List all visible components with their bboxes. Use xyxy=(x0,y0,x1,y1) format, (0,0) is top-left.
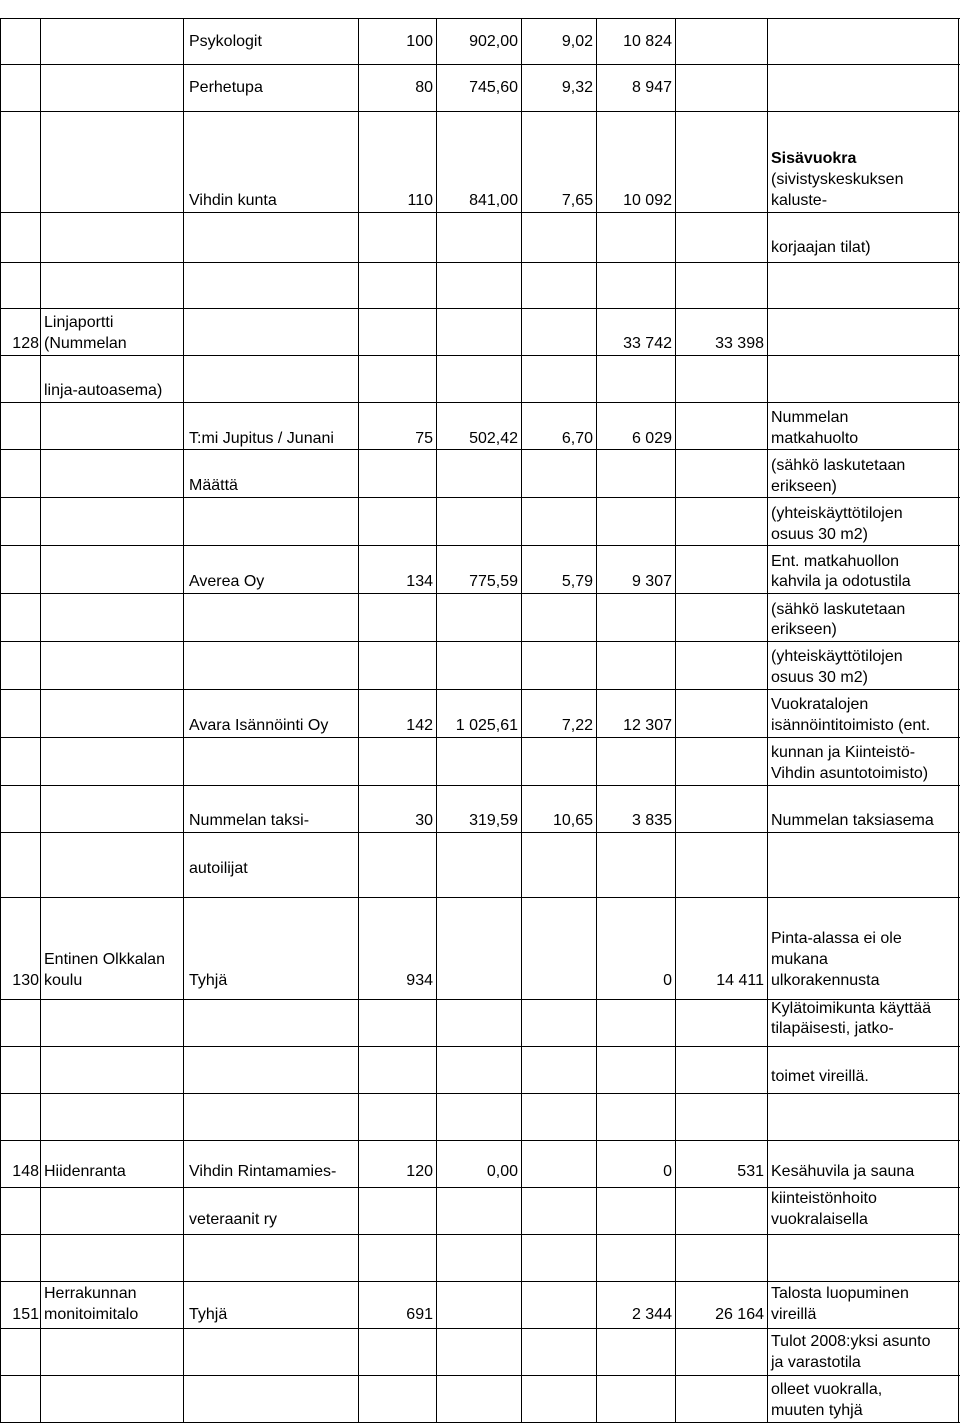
annual-cell: 12 307 xyxy=(623,717,672,734)
note-cell: erikseen) xyxy=(771,621,837,638)
value-cell: 14 411 xyxy=(716,972,764,989)
row-divider xyxy=(0,593,960,594)
column-divider xyxy=(675,18,676,1423)
price-cell: 9,02 xyxy=(561,33,593,50)
row-divider xyxy=(0,449,960,450)
tenant-cell: Vihdin kunta xyxy=(189,192,277,209)
number-cell: 151 xyxy=(12,1306,39,1323)
area-cell: 30 xyxy=(415,812,433,829)
price-cell: 7,22 xyxy=(561,717,593,734)
row-divider xyxy=(0,111,960,112)
tenant-cell: Tyhjä xyxy=(189,972,228,989)
note-cell: ulkorakennusta xyxy=(771,972,880,989)
area-cell: 110 xyxy=(407,192,433,209)
property-cell: Herrakunnan xyxy=(44,1285,137,1302)
area-cell: 80 xyxy=(415,79,433,96)
tenant-cell: autoilijat xyxy=(189,860,248,877)
tenant-cell: veteraanit ry xyxy=(189,1211,278,1228)
note-cell: Pinta-alassa ei ole xyxy=(771,930,902,947)
note-cell: kunnan ja Kiinteistö- xyxy=(771,744,916,761)
annual-cell: 8 947 xyxy=(631,79,672,96)
annual-cell: 3 835 xyxy=(631,812,672,829)
row-divider xyxy=(0,64,960,65)
column-divider xyxy=(958,18,959,1423)
note-cell: osuus 30 m2) xyxy=(771,669,868,686)
tenant-cell: Avara Isännöinti Oy xyxy=(189,717,329,734)
area-cell: 75 xyxy=(415,430,433,447)
value-cell: 26 164 xyxy=(715,1306,764,1323)
rent-cell: 502,42 xyxy=(469,430,518,447)
note-cell: Tulot 2008:yksi asunto xyxy=(771,1333,931,1350)
price-cell: 7,65 xyxy=(561,192,593,209)
note-cell: tilapäisesti, jatko- xyxy=(771,1020,894,1037)
note-cell: toimet vireillä. xyxy=(771,1068,869,1085)
row-divider xyxy=(0,785,960,786)
note-cell: Vihdin asuntotoimisto) xyxy=(771,765,929,782)
note-cell: matkahuolto xyxy=(771,430,859,447)
note-cell: olleet vuokralla, xyxy=(771,1381,883,1398)
rent-cell: 1 025,61 xyxy=(455,717,518,734)
note-cell: (sähkö laskutetaan xyxy=(771,457,906,474)
number-cell: 130 xyxy=(12,972,39,989)
property-cell: (Nummelan xyxy=(44,335,127,352)
note-cell: Kesähuvila ja sauna xyxy=(771,1163,915,1180)
property-cell: Linjaportti xyxy=(44,314,114,331)
row-divider xyxy=(0,308,960,309)
row-divider xyxy=(0,1093,960,1094)
note-cell: (sivistyskeskuksen xyxy=(771,171,904,188)
row-divider xyxy=(0,1281,960,1282)
note-cell: Kylätoimikunta käyttää xyxy=(771,1000,932,1017)
column-divider xyxy=(183,18,184,1423)
rent-cell: 841,00 xyxy=(469,192,518,209)
tenant-cell: Vihdin Rintamamies- xyxy=(189,1163,337,1180)
note-cell: vireillä xyxy=(771,1306,817,1323)
area-cell: 134 xyxy=(406,573,433,590)
rent-cell: 319,59 xyxy=(469,812,518,829)
property-cell: Hiidenranta xyxy=(44,1163,126,1180)
row-divider xyxy=(0,402,960,403)
row-divider xyxy=(0,737,960,738)
note-cell: Nummelan taksiasema xyxy=(771,812,934,829)
annual-cell: 9 307 xyxy=(631,573,672,590)
row-divider xyxy=(0,1328,960,1329)
tenant-cell: Perhetupa xyxy=(189,79,263,96)
tenant-cell: Averea Oy xyxy=(189,573,265,590)
price-cell: 5,79 xyxy=(561,573,593,590)
area-cell: 691 xyxy=(406,1306,433,1323)
note-cell: Talosta luopuminen xyxy=(771,1285,909,1302)
note-cell: Ent. matkahuollon xyxy=(771,553,900,570)
note-cell: kaluste- xyxy=(771,192,828,209)
column-divider xyxy=(767,18,768,1423)
property-cell: linja-autoasema) xyxy=(44,382,163,399)
row-divider xyxy=(0,1140,960,1141)
row-divider xyxy=(0,832,960,833)
note-cell: Vuokratalojen xyxy=(771,696,869,713)
note-cell-title: Sisävuokra xyxy=(771,150,857,167)
price-cell: 10,65 xyxy=(552,812,593,829)
price-cell: 9,32 xyxy=(561,79,593,96)
note-cell: (yhteiskäyttötilojen xyxy=(771,648,903,665)
area-cell: 120 xyxy=(406,1163,433,1180)
tenant-cell: Määttä xyxy=(189,477,238,494)
rent-cell: 0,00 xyxy=(486,1163,518,1180)
property-cell: koulu xyxy=(44,972,83,989)
annual-cell: 6 029 xyxy=(631,430,672,447)
tenant-cell: Tyhjä xyxy=(189,1306,228,1323)
annual-cell: 10 092 xyxy=(623,192,672,209)
rent-cell: 745,60 xyxy=(469,79,518,96)
note-cell: muuten tyhjä xyxy=(771,1402,863,1419)
area-cell: 100 xyxy=(406,33,433,50)
rent-cell: 902,00 xyxy=(469,33,518,50)
tenant-cell: Nummelan taksi- xyxy=(189,812,310,829)
row-divider xyxy=(0,1234,960,1235)
property-cell: Entinen Olkkalan xyxy=(44,951,165,968)
note-cell: kahvila ja odotustila xyxy=(771,573,911,590)
note-cell: (yhteiskäyttötilojen xyxy=(771,505,903,522)
value-cell: 0 xyxy=(663,1163,672,1180)
note-cell: erikseen) xyxy=(771,478,837,495)
row-divider xyxy=(0,1375,960,1376)
column-divider xyxy=(0,18,1,1423)
note-cell: Nummelan xyxy=(771,409,849,426)
note-cell: mukana xyxy=(771,951,828,968)
row-divider xyxy=(0,545,960,546)
total-cell: 33 742 xyxy=(623,335,672,352)
rent-cell: 775,59 xyxy=(469,573,518,590)
note-cell: vuokralaisella xyxy=(771,1211,868,1228)
note-cell: (sähkö laskutetaan xyxy=(771,601,906,618)
row-divider xyxy=(0,497,960,498)
value-cell: 0 xyxy=(663,972,672,989)
area-cell: 934 xyxy=(406,972,433,989)
value-cell: 2 344 xyxy=(631,1306,672,1323)
tenant-cell: Psykologit xyxy=(189,33,262,50)
property-cell: monitoimitalo xyxy=(44,1306,139,1323)
note-cell: isännöintitoimisto (ent. xyxy=(771,717,931,734)
column-divider xyxy=(40,18,41,1423)
tenant-cell: T:mi Jupitus / Junani xyxy=(189,430,334,447)
row-divider xyxy=(0,262,960,263)
area-cell: 142 xyxy=(406,717,433,734)
number-cell: 128 xyxy=(12,335,39,352)
note-cell: korjaajan tilat) xyxy=(771,239,871,256)
row-divider xyxy=(0,355,960,356)
total-cell: 33 398 xyxy=(715,335,764,352)
row-divider xyxy=(0,18,960,19)
note-cell: ja varastotila xyxy=(771,1354,861,1371)
row-divider xyxy=(0,689,960,690)
number-cell: 148 xyxy=(12,1163,39,1180)
row-divider xyxy=(0,897,960,898)
annual-cell: 10 824 xyxy=(623,33,672,50)
note-cell: osuus 30 m2) xyxy=(771,526,868,543)
row-divider xyxy=(0,212,960,213)
row-divider xyxy=(0,1046,960,1047)
note-cell: kiinteistönhoito xyxy=(771,1190,877,1207)
price-cell: 6,70 xyxy=(561,430,593,447)
value-cell: 531 xyxy=(737,1163,764,1180)
row-divider xyxy=(0,641,960,642)
